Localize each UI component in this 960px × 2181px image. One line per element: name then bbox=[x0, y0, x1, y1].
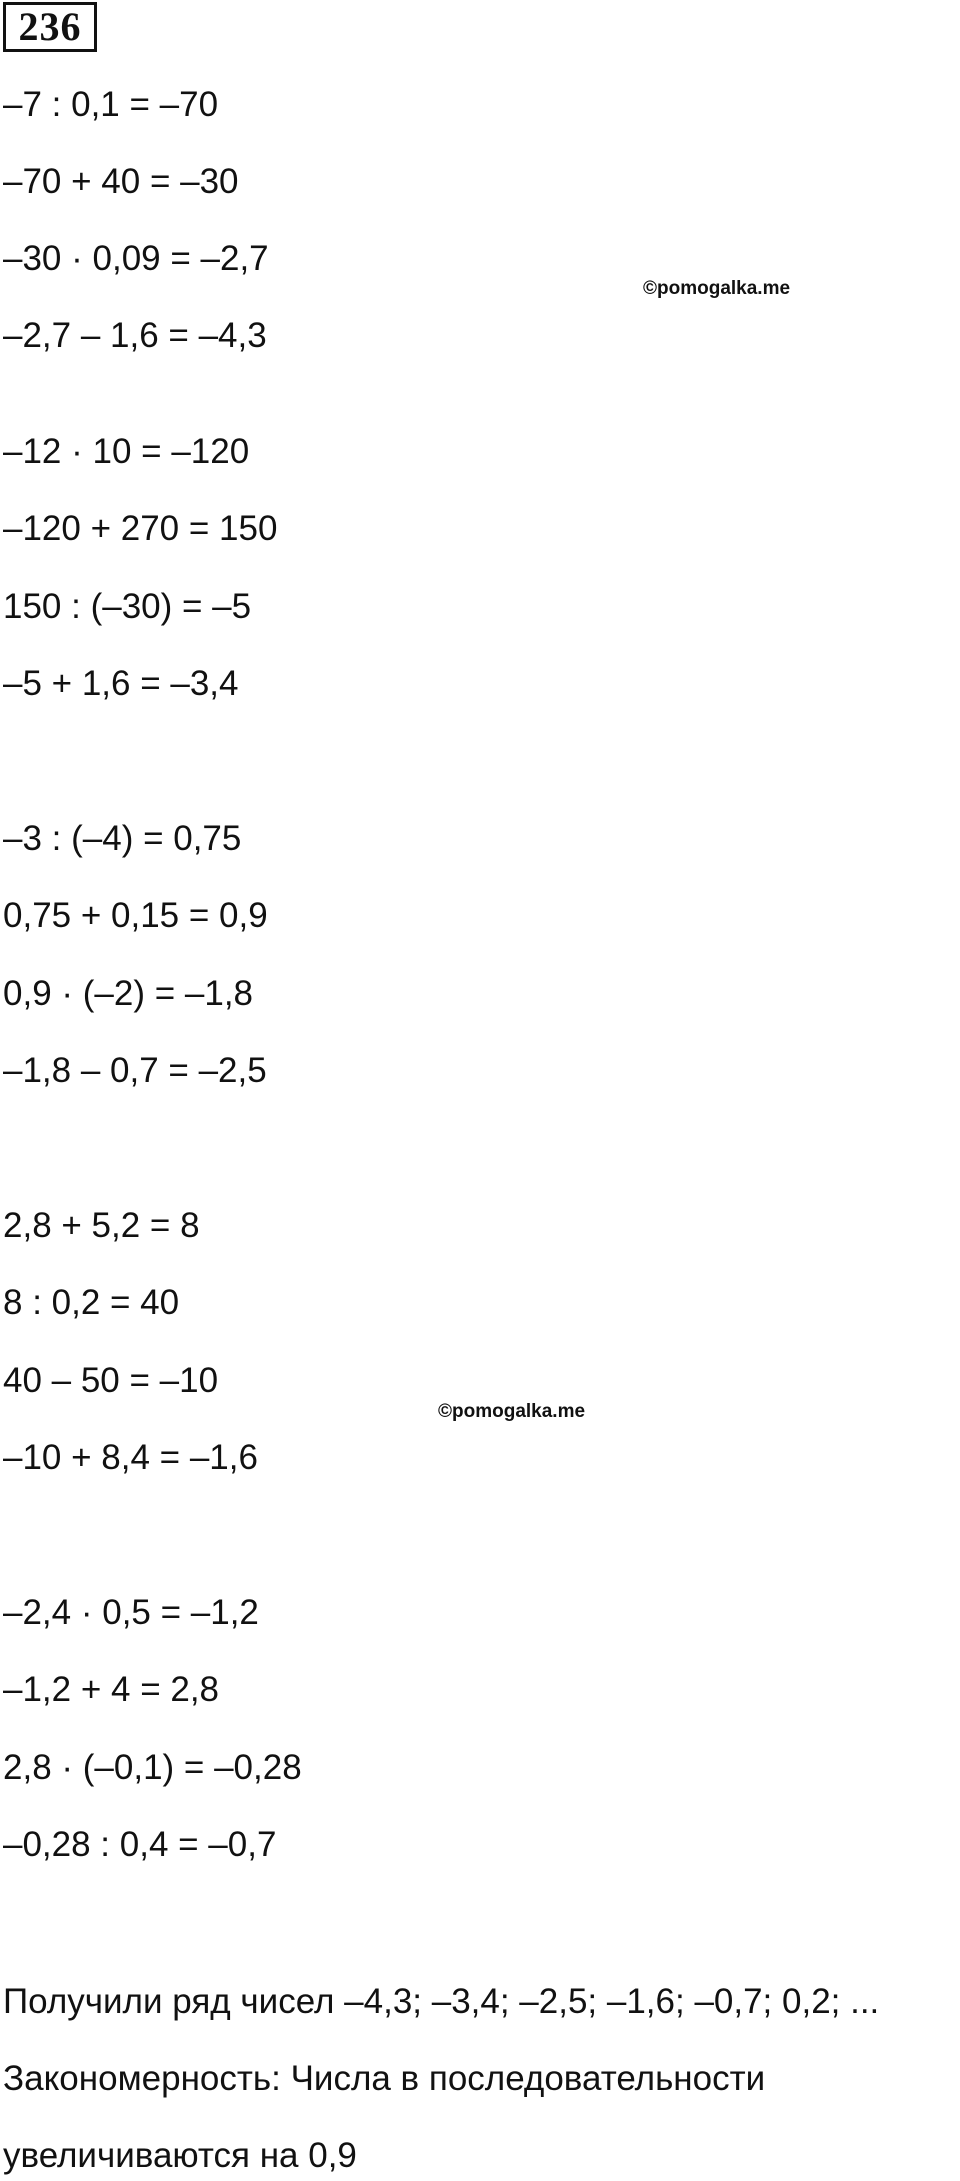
equation-line: 8 : 0,2 = 40 bbox=[3, 1283, 180, 1322]
equation-line: 40 – 50 = –10 bbox=[3, 1361, 219, 1400]
equation-line: 0,75 + 0,15 = 0,9 bbox=[3, 896, 268, 935]
equation-line: –3 : (–4) = 0,75 bbox=[3, 819, 242, 858]
equation-line: –0,28 : 0,4 = –0,7 bbox=[3, 1825, 277, 1864]
equation-line: –10 + 8,4 = –1,6 bbox=[3, 1438, 258, 1477]
equation-line: 0,9 · (–2) = –1,8 bbox=[3, 974, 254, 1013]
equation-line: 2,8 · (–0,1) = –0,28 bbox=[3, 1748, 302, 1787]
conclusion-sequence: Получили ряд чисел –4,3; –3,4; –2,5; –1,6; –0,7; 0,2; ... bbox=[3, 1982, 880, 2021]
equation-line: –5 + 1,6 = –3,4 bbox=[3, 664, 239, 703]
equation-line: –30 · 0,09 = –2,7 bbox=[3, 239, 269, 278]
equation-line: –12 · 10 = –120 bbox=[3, 432, 250, 471]
equation-line: –70 + 40 = –30 bbox=[3, 162, 239, 201]
equation-line: –1,2 + 4 = 2,8 bbox=[3, 1670, 220, 1709]
conclusion-pattern: Закономерность: Числа в последовательности bbox=[3, 2059, 766, 2098]
equation-line: –2,7 – 1,6 = –4,3 bbox=[3, 316, 267, 355]
equation-line: 2,8 + 5,2 = 8 bbox=[3, 1206, 200, 1245]
equation-line: 150 : (–30) = –5 bbox=[3, 587, 252, 626]
equation-line: –2,4 · 0,5 = –1,2 bbox=[3, 1593, 259, 1632]
watermark: ©pomogalka.me bbox=[438, 1401, 586, 1422]
conclusion-pattern-continued: увеличиваются на 0,9 bbox=[3, 2136, 357, 2175]
watermark: ©pomogalka.me bbox=[643, 278, 791, 299]
equation-line: –7 : 0,1 = –70 bbox=[3, 85, 219, 124]
problem-number: 236 bbox=[3, 2, 97, 52]
equation-line: –1,8 – 0,7 = –2,5 bbox=[3, 1051, 267, 1090]
equation-line: –120 + 270 = 150 bbox=[3, 509, 278, 548]
